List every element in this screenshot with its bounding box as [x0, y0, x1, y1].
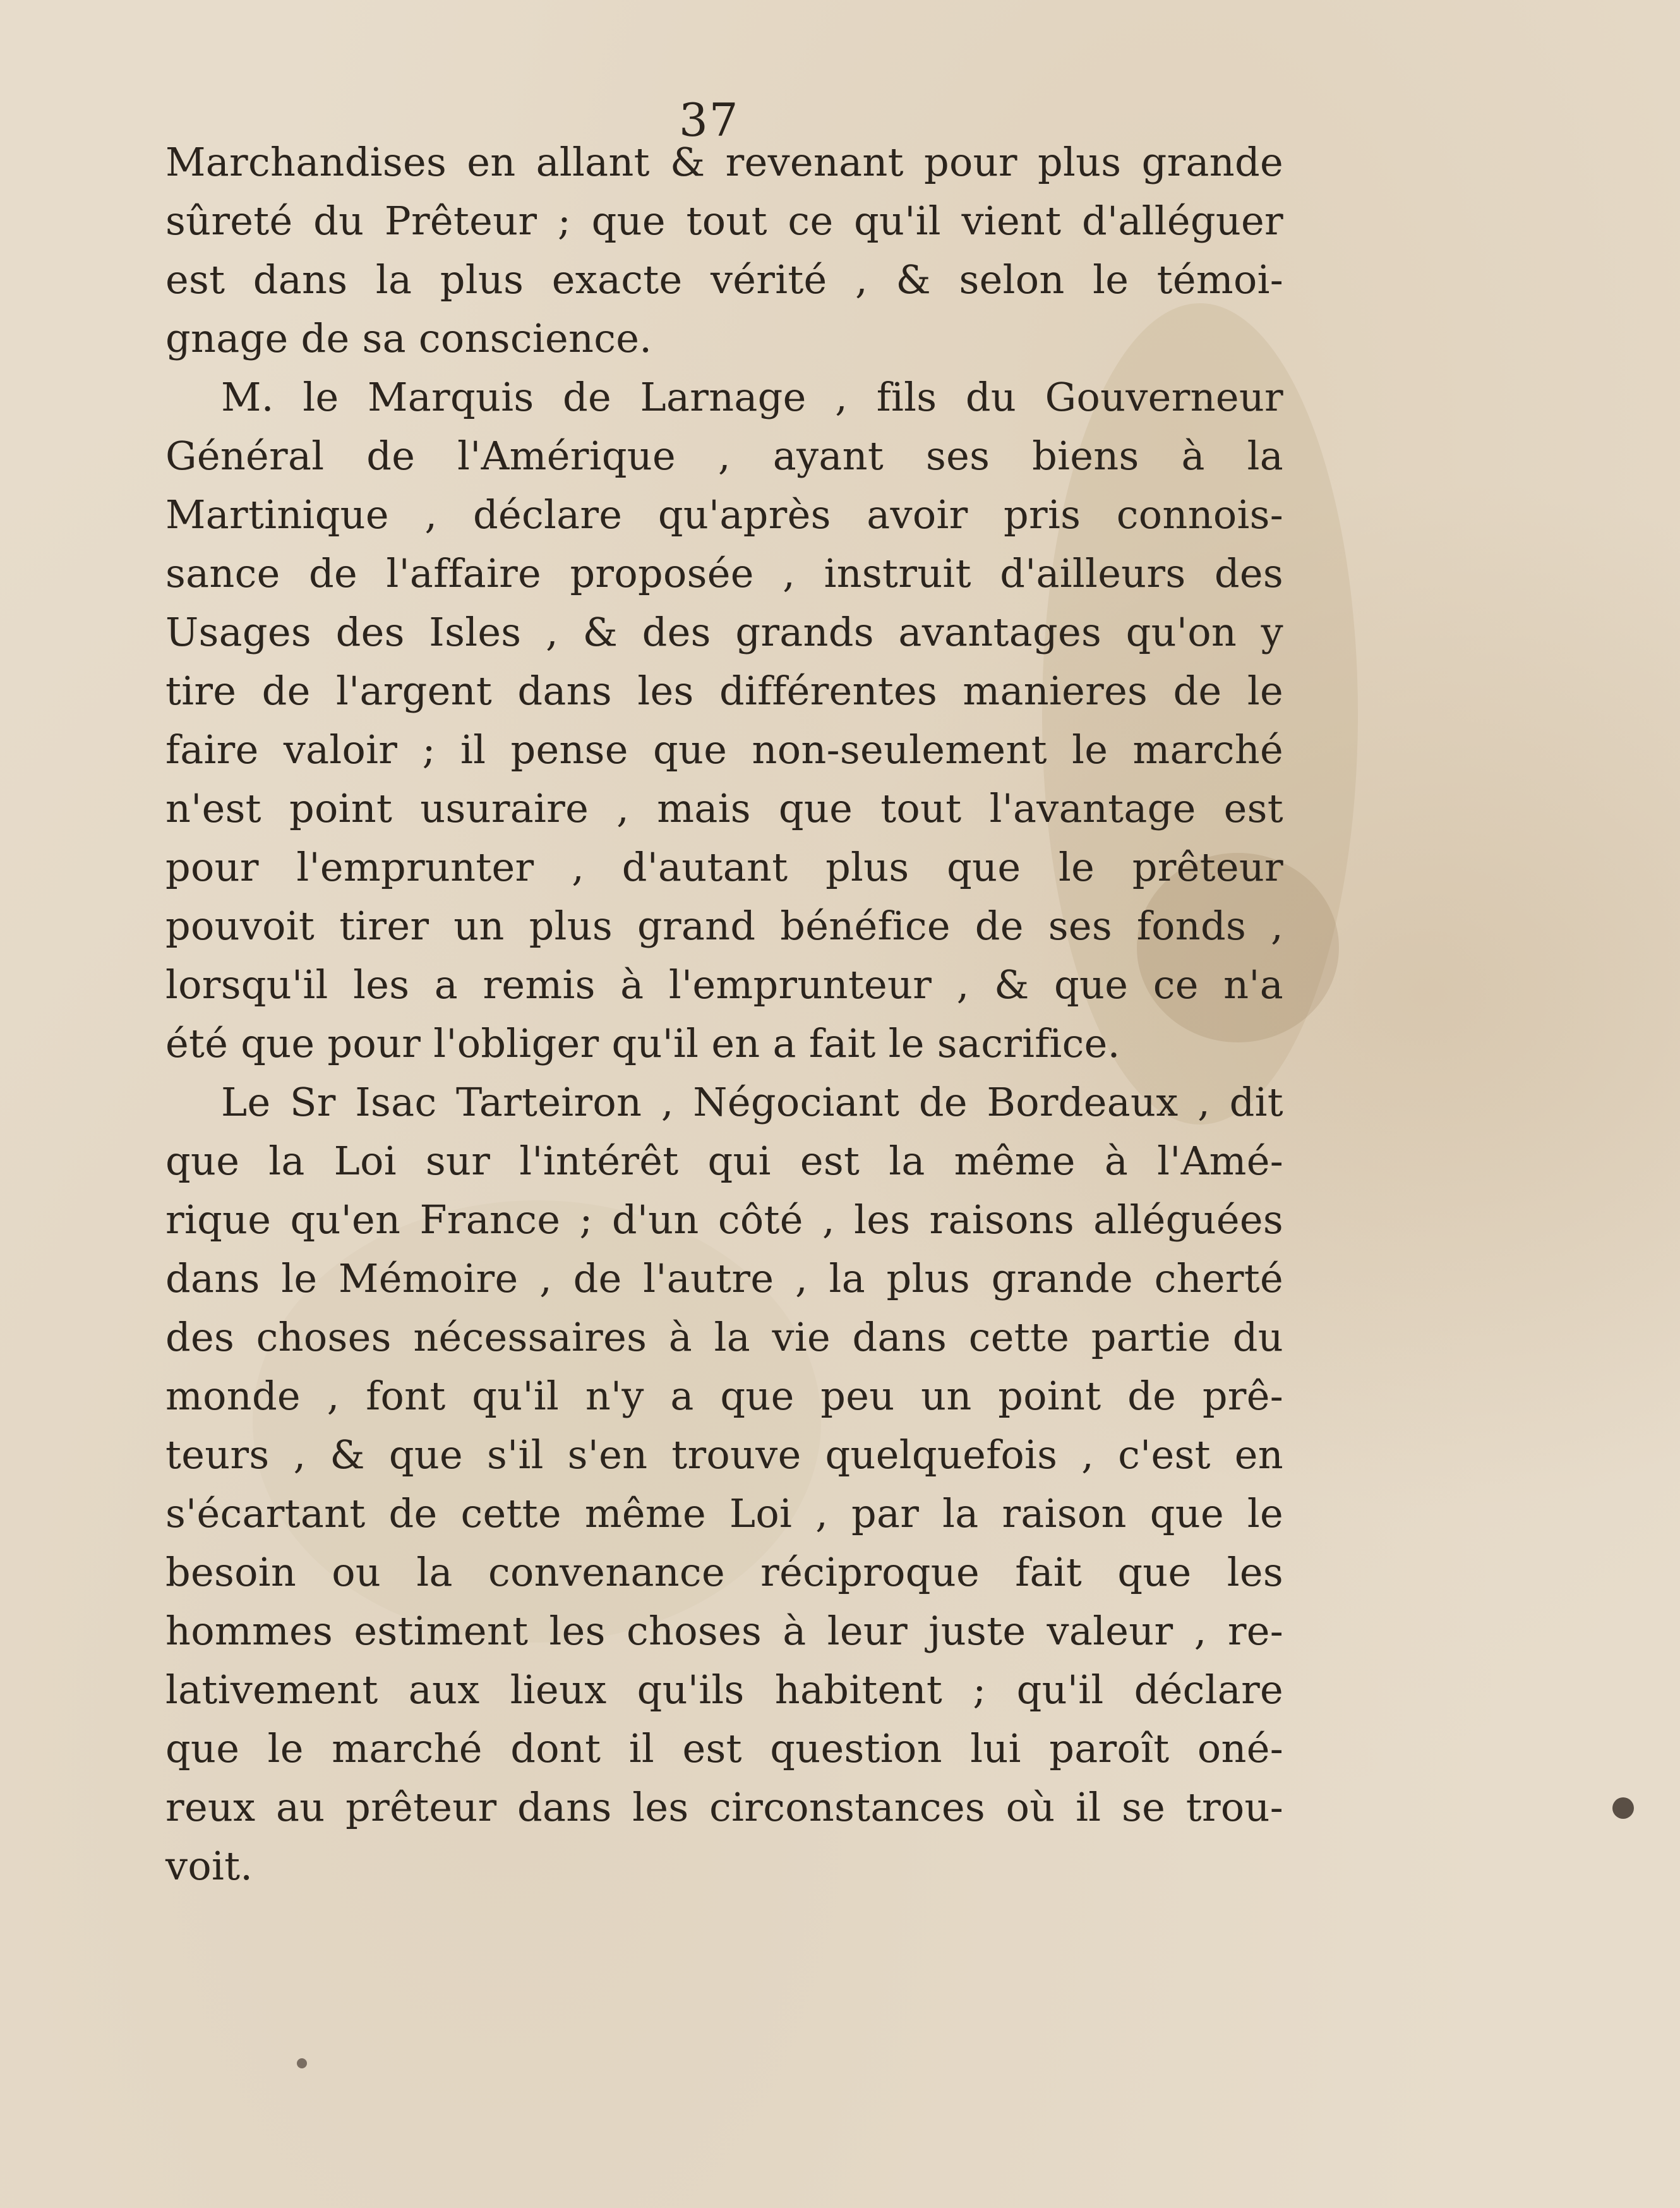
text-line: Général de l'Amérique , ayant ses biens à la: [165, 433, 1283, 479]
text-line: pouvoit tirer un plus grand bénéfice de ses fonds ,: [165, 903, 1283, 949]
text-line: dans le Mémoire , de l'autre , la plus grande cherté: [165, 1255, 1283, 1301]
text-line: Martinique , déclare qu'après avoir pris connois-: [165, 492, 1283, 538]
text-line: des choses nécessaires à la vie dans cette partie du: [165, 1314, 1283, 1360]
text-line: M. le Marquis de Larnage , fils du Gouverneur: [221, 374, 1283, 420]
text-line: voit.: [165, 1843, 253, 1889]
text-line: reux au prêteur dans les circonstances où il se trou-: [165, 1784, 1283, 1830]
paragraph: [165, 1073, 1283, 1895]
text-line: Le Sr Isac Tarteiron , Négociant de Bordeaux , dit: [221, 1079, 1283, 1125]
text-line: sance de l'affaire proposée , instruit d'ailleurs des: [165, 550, 1283, 596]
text-line: s'écartant de cette même Loi , par la raison que le: [165, 1490, 1283, 1536]
text-line: est dans la plus exacte vérité , & selon le témoi-: [165, 256, 1283, 303]
paragraph: [165, 368, 1283, 1073]
ink-spot: [297, 2058, 307, 2068]
text-line: que la Loi sur l'intérêt qui est la même à l'Amé-: [165, 1138, 1283, 1184]
text-line: monde , font qu'il n'y a que peu un point de prê-: [165, 1373, 1283, 1419]
page-number: 37: [679, 94, 740, 147]
text-line: sûreté du Prêteur ; que tout ce qu'il vient d'alléguer: [165, 198, 1283, 244]
text-line: lativement aux lieux qu'ils habitent ; qu'il déclare: [165, 1667, 1283, 1713]
body-text: [165, 133, 1283, 1895]
text-line: hommes estiment les choses à leur juste valeur , re-: [165, 1608, 1283, 1654]
text-line: que le marché dont il est question lui paroît oné-: [165, 1725, 1283, 1771]
text-line: pour l'emprunter , d'autant plus que le prêteur: [165, 844, 1283, 890]
text-line: faire valoir ; il pense que non-seulement le marché: [165, 727, 1283, 773]
text-line: gnage de sa conscience.: [165, 315, 652, 361]
text-line: n'est point usuraire , mais que tout l'avantage est: [165, 785, 1283, 831]
text-line: Marchandises en allant & revenant pour plus grande: [165, 139, 1283, 185]
text-line: Usages des Isles , & des grands avantages qu'on y: [165, 609, 1283, 655]
text-line: été que pour l'obliger qu'il en a fait le sacrifice.: [165, 1020, 1120, 1066]
ink-spot: [1612, 1797, 1634, 1819]
text-line: besoin ou la convenance réciproque fait que les: [165, 1549, 1283, 1595]
text-line: lorsqu'il les a remis à l'emprunteur , & que ce n'a: [165, 962, 1283, 1008]
paragraph: [165, 133, 1283, 368]
text-line: rique qu'en France ; d'un côté , les raisons alléguées: [165, 1197, 1283, 1243]
text-line: teurs , & que s'il s'en trouve quelquefois , c'est en: [165, 1432, 1283, 1478]
text-line: tire de l'argent dans les différentes manieres de le: [165, 668, 1283, 714]
